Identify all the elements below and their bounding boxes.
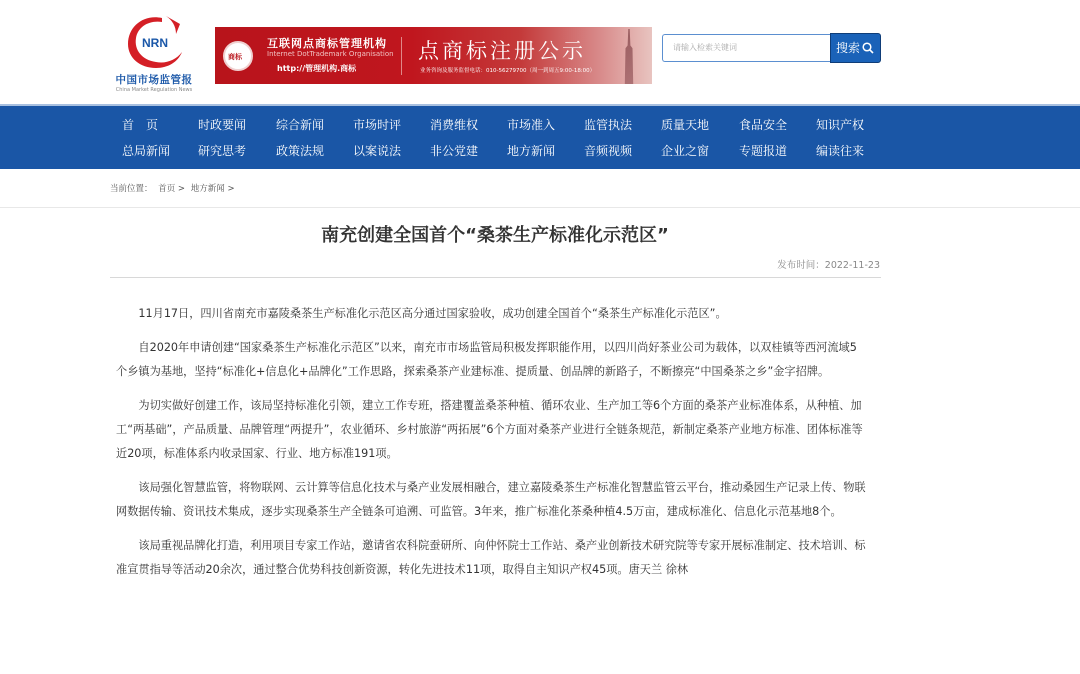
publish-time: 发布时间：2022-11-23 [777,260,880,271]
nav-item-home[interactable]: 首 页 [122,118,159,132]
article-paragraph: 该局重视品牌化打造，利用项目专家工作站，邀请省农科院蚕研所、向仲怀院士工作站、桑产业创新技术研究院等专家开展标准制定、技术培训、标准宣贯指导等活动20余次，通过整合优势科技创新资源，转化先进技术11项，取得自主知识产权45项。唐天兰 徐林 [116,539,866,576]
divider [0,207,1080,208]
nav-item-special-reports[interactable]: 专题报道 [739,144,788,158]
article-paragraph: 11月17日，四川省南充市嘉陵桑茶生产标准化示范区高分通过国家验收，成功创建全国首个“桑茶生产标准化示范区”。 [138,307,727,320]
nav-item-case-law[interactable]: 以案说法 [353,144,402,158]
banner-divider [401,37,402,75]
trademark-badge-icon: 商标 [223,41,253,71]
nav-item-party-building[interactable]: 非公党建 [430,144,479,158]
banner-org-name: 互联网点商标管理机构 [267,37,387,50]
nav-item-local-news[interactable]: 地方新闻 [507,144,556,158]
nav-item-enforcement[interactable]: 监管执法 [584,118,633,132]
search-button[interactable] [830,33,881,63]
banner-url: http://管理机构.商标 [277,64,357,73]
banner-phone: 业务咨询及服务监督电话：010-56279700（周一到周五9:00-18:00） [420,68,596,74]
nav-row-2 [0,142,1080,160]
article-title: 南充创建全国首个“桑茶生产标准化示范区” [321,225,669,246]
logo-title-cn: 中国市场监管报 [115,74,193,86]
article-paragraph: 该局强化智慧监管，将物联网、云计算等信息化技术与桑产业发展相融合，建立嘉陵桑茶生产标准化智慧监管云平台，推动桑园生产记录上传、物联网数据传输、资讯技术集成，逐步实现桑茶生产全链条可追溯、可监管。3年来，推广标准化茶桑种植4.5万亩，建成标准化、信息化示范基地8个。 [116,481,866,518]
nav-item-media[interactable]: 音频视频 [584,144,633,158]
nav-item-research[interactable]: 研究思考 [198,144,247,158]
breadcrumb [110,182,238,194]
nav-item-politics[interactable]: 时政要闻 [198,118,247,132]
article-paragraph: 为切实做好创建工作，该局坚持标准化引领，建立工作专班，搭建覆盖桑茶种植、循环农业、生产加工等6个方面的桑茶产业标准体系，从种植、加工“两基础”，产品质量、品牌管理“两提升”，农业循环、乡村旅游“两拓展”6个方面对桑茶产业进行全链条规范，新制定桑茶产业地方标准、团体标准等近20项，标准体系内收录国家、行业、地方标准191项。 [116,399,863,460]
skyline-image [622,29,636,84]
nav-item-market-comment[interactable]: 市场时评 [353,118,402,132]
search-icon [862,42,874,54]
nav-item-food-safety[interactable]: 食品安全 [739,118,788,132]
breadcrumb-label: 当前位置： [110,184,153,194]
banner-title: 点商标注册公示 [418,39,586,63]
svg-text:NRN: NRN [142,36,168,50]
nav-item-consumer-rights[interactable]: 消费维权 [430,118,479,132]
banner-org-name-en: Internet DotTrademark Organisation [267,50,394,58]
article-body [116,302,866,592]
search-input[interactable]: 请输入检索关键词 [662,34,830,62]
logo-title-en: China Market Regulation News [115,87,193,93]
site-logo[interactable] [108,12,200,94]
nav-item-bureau-news[interactable]: 总局新闻 [122,144,171,158]
ad-banner[interactable] [215,27,652,84]
nav-item-enterprise[interactable]: 企业之窗 [661,144,710,158]
nav-item-ip[interactable]: 知识产权 [816,118,865,132]
logo-emblem-icon [122,12,186,72]
title-divider [110,277,881,278]
nav-item-policy[interactable]: 政策法规 [276,144,325,158]
nav-row-1 [0,116,1080,134]
article-paragraph: 自2020年申请创建“国家桑茶生产标准化示范区”以来，南充市市场监管局积极发挥职能作用，以四川尚好茶业公司为载体，以双桂镇等西河流域5个乡镇为基地，坚持“标准化+信息化+品牌化”工作思路，探索桑茶产业建标准、提质量、创品牌的新路子，不断擦亮“中国桑茶之乡”金字招牌。 [116,341,857,378]
nav-item-reader-letters[interactable]: 编读往来 [816,144,865,158]
site-header [0,0,1080,104]
nav-item-market-access[interactable]: 市场准入 [507,118,556,132]
breadcrumb-home[interactable]: 首页 > [158,184,186,194]
main-nav [0,104,1080,169]
nav-item-general-news[interactable]: 综合新闻 [276,118,325,132]
search-button-label: 搜索 [836,41,861,55]
nav-item-quality[interactable]: 质量天地 [661,118,710,132]
breadcrumb-local-news[interactable]: 地方新闻 > [190,184,235,194]
